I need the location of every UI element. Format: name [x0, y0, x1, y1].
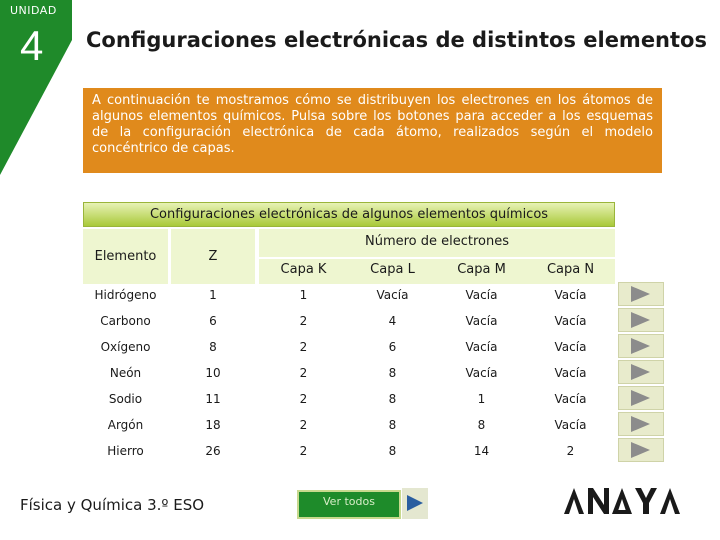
cell-shell-k: 2: [299, 418, 308, 432]
cell-shell-m: Vacía: [465, 288, 498, 302]
table-row-carbono: [83, 308, 615, 334]
cell-element: Hierro: [107, 444, 144, 458]
cell-shell-m: 1: [477, 392, 486, 406]
play-arrow-icon: [631, 338, 650, 354]
cell-shell-l: 8: [388, 366, 397, 380]
unit-label: UNIDAD: [10, 4, 57, 17]
cell-z: 1: [209, 288, 217, 302]
play-button-carbono[interactable]: [618, 308, 664, 332]
view-all-button[interactable]: Ver todos: [297, 490, 401, 519]
cell-shell-m: 8: [477, 418, 486, 432]
view-all-arrow-button[interactable]: [402, 488, 428, 519]
cell-element: Hidrógeno: [94, 288, 157, 302]
header-shell-n: Capa N: [546, 262, 595, 277]
cell-shell-n: Vacía: [554, 314, 587, 328]
play-button-oxigeno[interactable]: [618, 334, 664, 358]
table-row-oxigeno: [83, 334, 615, 360]
play-button-neon[interactable]: [618, 360, 664, 384]
cell-z: 6: [209, 314, 217, 328]
table-row-hierro: [83, 438, 615, 464]
cell-z: 10: [205, 366, 221, 380]
play-arrow-icon: [407, 495, 423, 511]
cell-shell-m: Vacía: [465, 314, 498, 328]
cell-shell-k: 2: [299, 340, 308, 354]
cell-shell-n: Vacía: [554, 340, 587, 354]
cell-z: 18: [205, 418, 221, 432]
header-electrons-group: [259, 229, 615, 284]
cell-shell-n: Vacía: [554, 392, 587, 406]
cell-shell-k: 2: [299, 366, 308, 380]
header-divider: [259, 257, 615, 259]
cell-shell-k: 1: [299, 288, 308, 302]
cell-shell-n: Vacía: [554, 288, 587, 302]
unit-number: 4: [20, 22, 44, 69]
play-button-hierro[interactable]: [618, 438, 664, 462]
cell-shell-m: 14: [473, 444, 490, 458]
cell-shell-k: 2: [299, 444, 308, 458]
header-shell-k: Capa K: [280, 262, 327, 277]
cell-element: Sodio: [108, 392, 143, 406]
table-row-sodio: [83, 386, 615, 412]
intro-text: A continuación te mostramos cómo se distribuyen los electrones en los átomos de algunos elementos químicos. Pulsa sobre los botones para acceder a los esquemas de la configuración electrónica de cada átomo, realizados según el modelo concéntrico de capas.: [92, 93, 653, 156]
cell-element: Carbono: [100, 314, 151, 328]
play-arrow-icon: [631, 390, 650, 406]
play-arrow-icon: [631, 416, 650, 432]
cell-shell-l: 8: [388, 392, 397, 406]
play-arrow-icon: [631, 286, 650, 302]
table-row-argon: [83, 412, 615, 438]
play-button-sodio[interactable]: [618, 386, 664, 410]
cell-shell-n: Vacía: [554, 418, 587, 432]
table-row-hidrogeno: [83, 282, 615, 308]
cell-shell-l: Vacía: [376, 288, 409, 302]
cell-z: 8: [209, 340, 217, 354]
page-title: Configuraciones electrónicas de distintos elementos: [86, 28, 707, 52]
play-arrow-icon: [631, 364, 650, 380]
header-element: Elemento: [83, 229, 168, 284]
header-shell-l: Capa L: [370, 262, 415, 277]
cell-shell-l: 8: [388, 418, 397, 432]
header-electrons-title: Número de electrones: [364, 234, 510, 249]
table-row-neon: [83, 360, 615, 386]
header-shell-m: Capa M: [457, 262, 506, 277]
intro-box: [83, 88, 662, 173]
course-label: Física y Química 3.º ESO: [20, 496, 205, 514]
cell-shell-n: 2: [566, 444, 575, 458]
cell-z: 11: [205, 392, 221, 406]
electron-config-table: [83, 202, 615, 458]
anaya-logo: [562, 486, 686, 516]
cell-shell-m: Vacía: [465, 340, 498, 354]
cell-shell-k: 2: [299, 314, 308, 328]
cell-shell-l: 4: [388, 314, 397, 328]
cell-element: Neón: [109, 366, 142, 380]
cell-shell-n: Vacía: [554, 366, 587, 380]
cell-element: Argón: [107, 418, 144, 432]
play-button-hidrogeno[interactable]: [618, 282, 664, 306]
unit-tab: [0, 0, 72, 175]
header-z: Z: [171, 229, 255, 284]
cell-element: Oxígeno: [100, 340, 151, 354]
play-button-argon[interactable]: [618, 412, 664, 436]
cell-shell-l: 8: [388, 444, 397, 458]
cell-shell-k: 2: [299, 392, 308, 406]
cell-shell-l: 6: [388, 340, 397, 354]
play-arrow-icon: [631, 312, 650, 328]
play-arrow-icon: [631, 442, 650, 458]
cell-shell-m: Vacía: [465, 366, 498, 380]
table-caption: Configuraciones electrónicas de algunos elementos químicos: [83, 202, 615, 227]
cell-z: 26: [205, 444, 221, 458]
